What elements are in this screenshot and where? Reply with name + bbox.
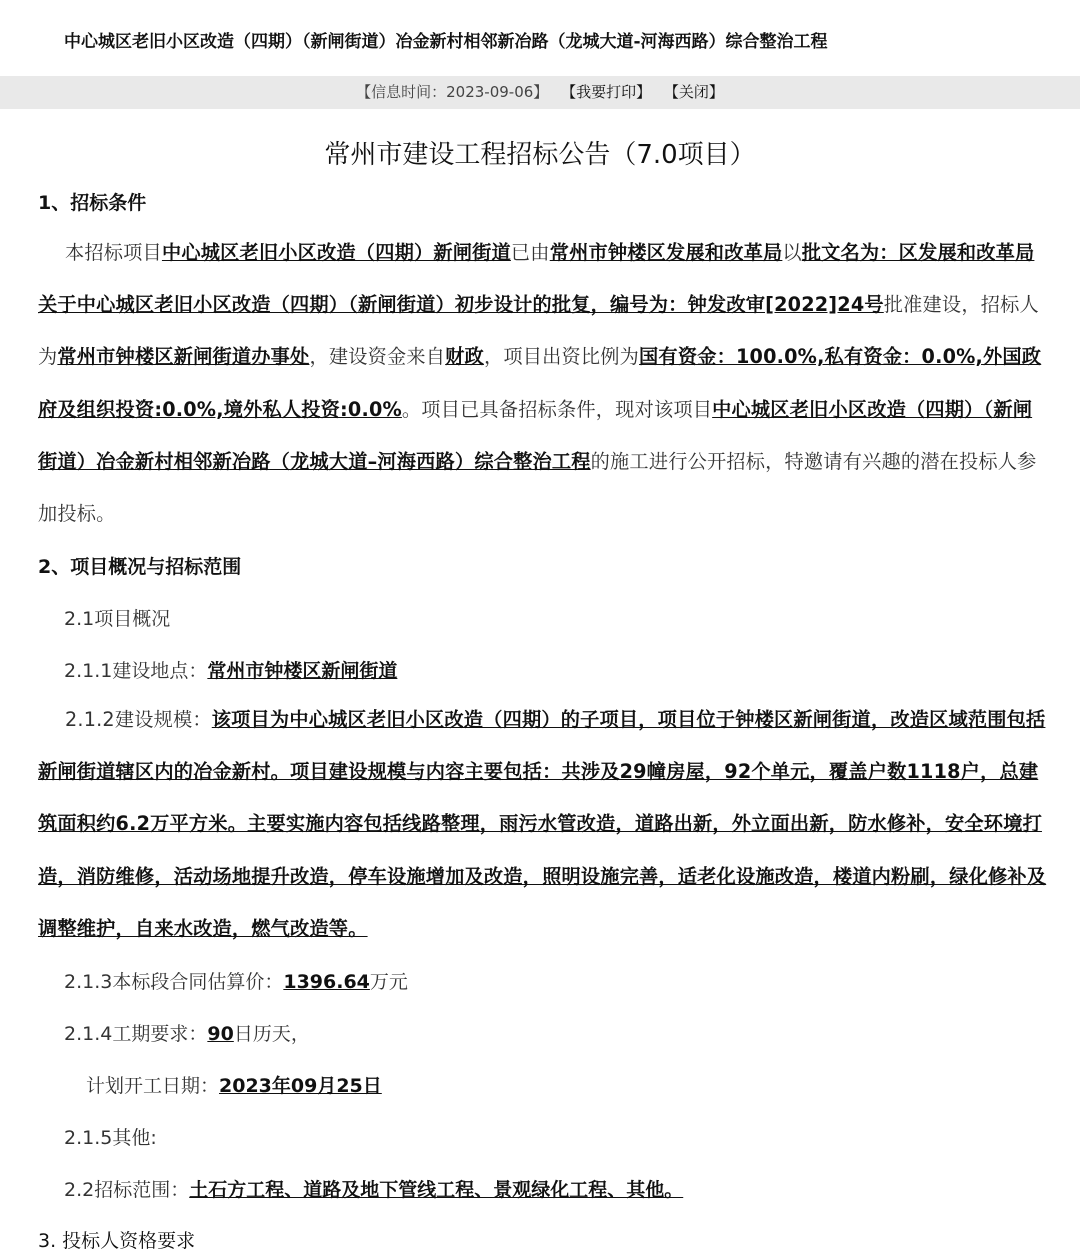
other-label: 2.1.5其他: <box>64 1127 157 1149</box>
document-title: 常州市建设工程招标公告（7.0项目） <box>324 140 756 170</box>
page-header-title: 中心城区老旧小区改造（四期）（新闸街道）冶金新村相邻新冶路（龙城大道-河海西路）综合整治工程 <box>64 32 828 52</box>
text: ，建设资金来自 <box>309 345 446 369</box>
scope-row <box>64 1175 683 1202</box>
section-1-heading: 1、招标条件 <box>38 192 147 214</box>
period-row <box>64 1019 310 1046</box>
scope-value: 土石方工程、道路及地下管线工程、景观绿化工程、其他。 <box>189 1179 684 1201</box>
text: 。项目已具备招标条件，现对该项目 <box>401 397 713 421</box>
scope-label: 2.2招标范围： <box>64 1179 190 1201</box>
full-project-name: 中心城区老旧小区改造（四期）（新闸街道）冶金新村相邻新冶路（龙城大道–河海西路）综合整治工程 <box>38 397 1033 473</box>
start-date-label: 计划开工日期： <box>86 1075 220 1097</box>
text: 批准建设，招标人为 <box>38 293 1039 369</box>
section-1-paragraph <box>38 227 1050 540</box>
price-row <box>64 967 408 994</box>
period-unit: 日历天， <box>233 1023 310 1045</box>
funding-ratio: 国有资金：100.0%,私有资金：0.0%,外国政府及组织投资:0.0%,境外私人投资:0.0% <box>38 345 1042 421</box>
price-unit: 万元 <box>369 971 408 993</box>
overview-label: 2.1项目概况 <box>64 608 171 630</box>
start-date-value: 2023年09月25日 <box>219 1075 382 1097</box>
location-label: 2.1.1建设地点： <box>64 660 208 682</box>
location-row <box>64 656 397 683</box>
text: ，项目出资比例为 <box>483 345 640 369</box>
text: 以 <box>782 241 802 264</box>
price-label: 2.1.3本标段合同估算价： <box>64 971 284 993</box>
close-link[interactable]: 【关闭】 <box>663 83 724 101</box>
text: 已由 <box>510 241 550 264</box>
period-value: 90 <box>207 1023 234 1045</box>
approval-authority: 常州市钟楼区发展和改革局 <box>549 241 783 264</box>
section-2-heading: 2、项目概况与招标范围 <box>38 556 242 578</box>
start-date-row <box>86 1071 382 1098</box>
tenderer: 常州市钟楼区新闸街道办事处 <box>57 345 310 369</box>
location-value: 常州市钟楼区新闸街道 <box>207 660 398 682</box>
info-time: 【信息时间：2023-09-06】 <box>356 83 549 101</box>
section-3-heading: 3. 投标人资格要求 <box>38 1230 196 1252</box>
funding-source: 财政 <box>445 345 484 369</box>
print-link[interactable]: 【我要打印】 <box>561 83 652 101</box>
period-label: 2.1.4工期要求： <box>64 1023 208 1045</box>
text: 本招标项目 <box>65 241 162 264</box>
scale-paragraph <box>38 694 1050 955</box>
info-bar <box>0 76 1080 109</box>
price-value: 1396.64 <box>283 971 370 993</box>
scale-label: 2.1.2建设规模： <box>65 708 212 731</box>
text: 的施工进行公开招标，特邀请有兴趣的潜在投标人参加投标。 <box>38 449 1037 526</box>
project-name-link: 中心城区老旧小区改造（四期）新闸街道 <box>161 241 511 264</box>
scale-value: 该项目为中心城区老旧小区改造（四期）的子项目，项目位于钟楼区新闸街道，改造区域范围包括新闸街道辖区内的冶金新村。项目建设规模与内容主要包括：共涉及29幢房屋，92个单元，覆盖户数1118户，总建筑面积约6.2万平方米。主要实施内容包括线路整理，雨污水管改造，道路出新，外立面出新，防水修补，安全环境打造，消防维修，活动场地提升改造，停车设施增加及改造，照明设施完善，适老化设施改造，楼道内粉刷，绿化修补及调整维护，自来水改造，燃气改造等。 <box>38 708 1047 940</box>
approval-document: 批文名为：区发展和改革局关于中心城区老旧小区改造（四期）（新闸街道）初步设计的批复，编号为：钟发改审[2022]24号 <box>38 241 1035 317</box>
